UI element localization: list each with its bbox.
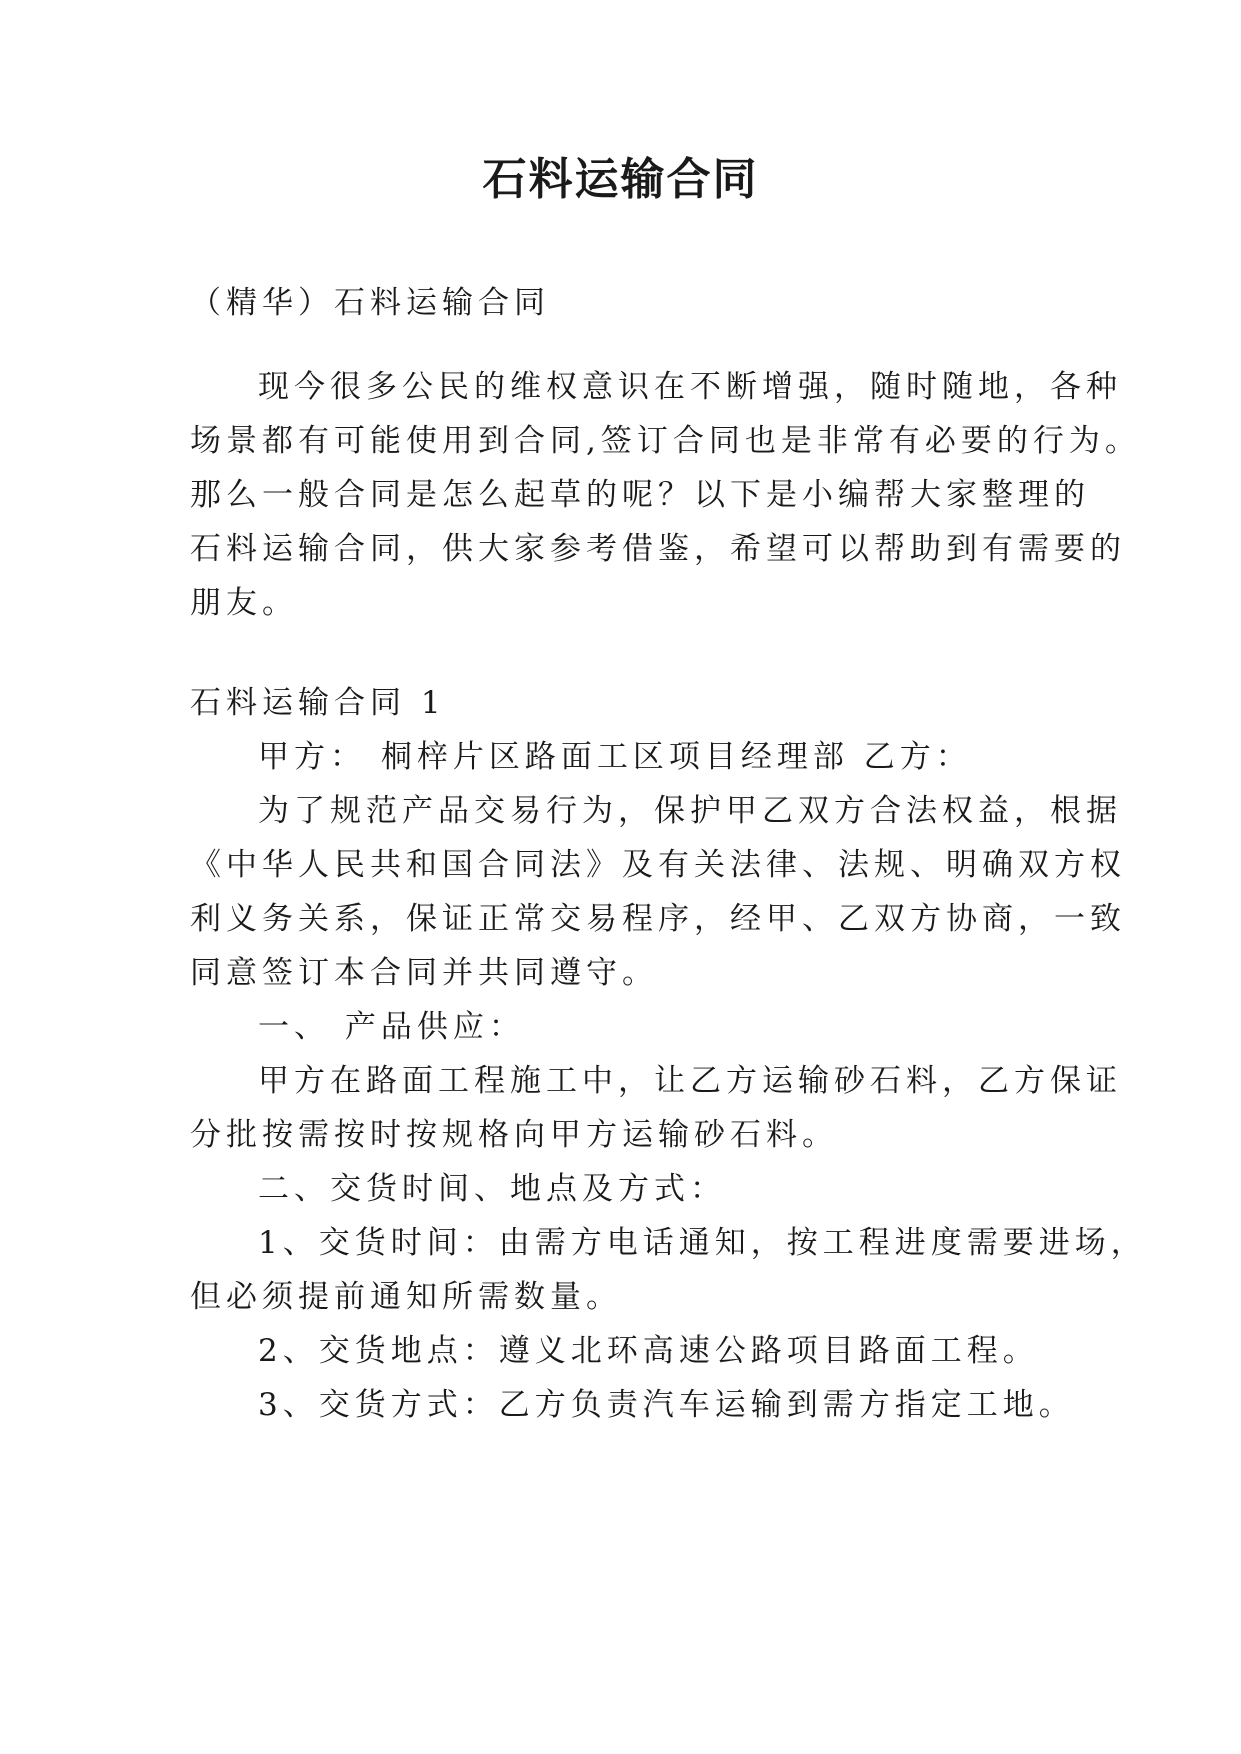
body-line: 利义务关系，保证正常交易程序，经甲、乙双方协商，一致 — [190, 901, 1126, 937]
intro-line-2: 场景都有可能使用到合同,签订合同也是非常有必要的行为。 — [190, 423, 1141, 459]
body-line: 分批按需按时按规格向甲方运输砂石料。 — [190, 1117, 838, 1153]
body-line: 但必须提前通知所需数量。 — [190, 1279, 622, 1315]
body-line: 为了规范产品交易行为，保护甲乙双方合法权益，根据 — [258, 793, 1122, 829]
party-line: 甲方： 桐梓片区路面工区项目经理部 乙方： — [258, 739, 972, 775]
document-subtitle: （精华）石料运输合同 — [190, 285, 550, 321]
intro-line-4: 石料运输合同，供大家参考借鉴，希望可以帮助到有需要的 — [190, 531, 1126, 567]
intro-line-3: 那么一般合同是怎么起草的呢？以下是小编帮大家整理的 — [190, 477, 1090, 513]
clause-heading-1: 一、 产品供应： — [258, 1009, 525, 1045]
document-title: 石料运输合同 — [482, 154, 759, 205]
body-line: 2、交货地点：遵义北环高速公路项目路面工程。 — [258, 1333, 1039, 1369]
body-line: 1、交货时间：由需方电话通知，按工程进度需要进场， — [258, 1225, 1147, 1261]
section-heading: 石料运输合同 1 — [190, 685, 446, 721]
intro-line-1: 现今很多公民的维权意识在不断增强，随时随地，各种 — [258, 369, 1122, 405]
intro-line-5: 朋友。 — [190, 585, 298, 621]
clause-heading-2: 二、交货时间、地点及方式： — [258, 1171, 726, 1207]
body-line: 3、交货方式：乙方负责汽车运输到需方指定工地。 — [258, 1387, 1075, 1423]
body-line: 《中华人民共和国合同法》及有关法律、法规、明确双方权 — [190, 847, 1126, 883]
body-line: 甲方在路面工程施工中，让乙方运输砂石料，乙方保证 — [258, 1063, 1122, 1099]
body-line: 同意签订本合同并共同遵守。 — [190, 955, 658, 991]
